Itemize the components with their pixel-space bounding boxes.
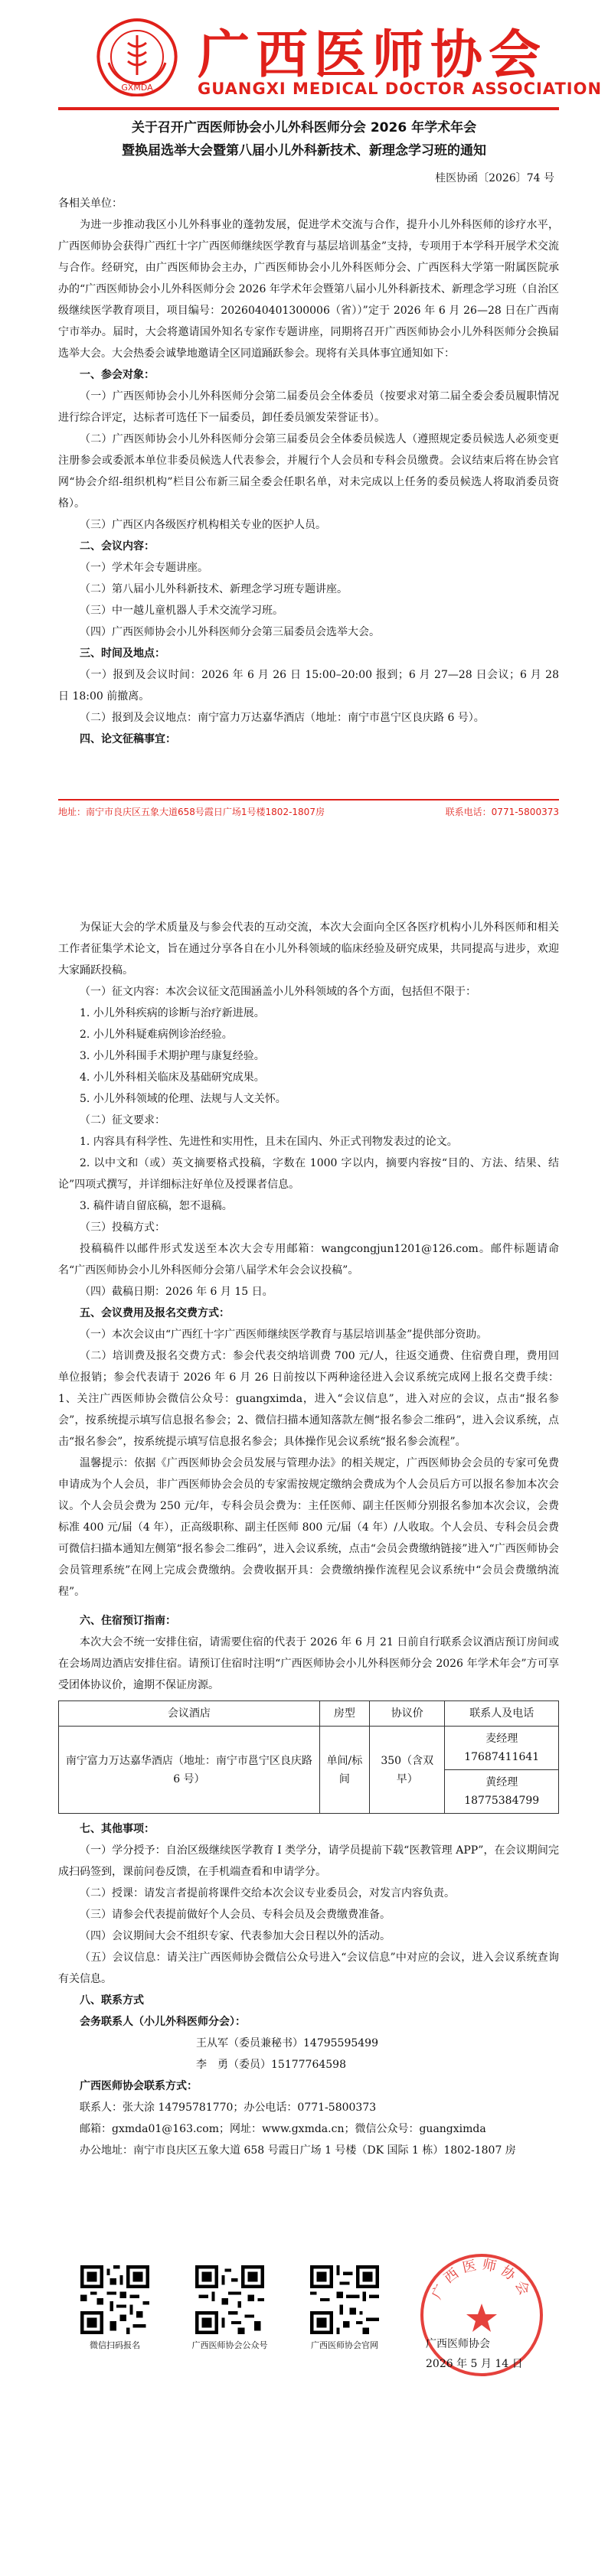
footer-phone: 联系电话：0771-5800373 xyxy=(445,807,559,817)
qr-code-row xyxy=(77,2256,551,2388)
section-1-item: （二）广西医师协会小儿外科医师分会第三届委员会全体委员候选人（遵照规定委员候选人必须变更注册参会或委派本单位非委员候选人代表参会，并履行个人会员和专科会员缴费。会议结束后将在协会官网“协会介绍-组织机构”栏目公布新三届全委会任职名单，对未完成以上任务的委员候选人将取消委员资格）。 xyxy=(58,433,559,510)
call-for-papers-intro: 为保证大会的学术质量及与参会代表的互动交流，本次大会面向全区各医疗机构小儿外科医师和相关工作者征集学术论文，旨在通过分享各自在小儿外科领域的临床经验及研究成果，共同提高与进步，欢迎大家踊跃投稿。 xyxy=(58,921,559,977)
qr-code-icon xyxy=(80,2265,149,2334)
section-7-title: 七、其他事项： xyxy=(80,1823,155,1835)
page-footer xyxy=(58,805,559,818)
association-contact-line: 邮箱：gxmda01@163.com；网址：www.gxmda.cn；微信公众号：guangximda xyxy=(80,2123,486,2135)
fee-item: （一）本次会议由“广西红十字广西医师继续医学教育与基层培训基金”提供部分资助。 xyxy=(80,1329,488,1341)
topic-item: 5. 小儿外科领域的伦理、法规与人文关怀。 xyxy=(80,1093,286,1105)
other-item: （五）会议信息：请关注广西医师协会微信公众号进入“会议信息”中对应的会议，进入会议系统查询有关信息。 xyxy=(58,1952,559,1985)
topic-item: 4. 小儿外科相关临床及基础研究成果。 xyxy=(80,1071,265,1084)
qr-code-icon xyxy=(195,2265,264,2334)
fee-item: （二）培训费及报名交费方式：参会代表交纳培训费 700 元/人，往返交通费、住宿费自理，费用回单位报销；参会代表请于 2026 年 6 月 26 日前按以下两种途径进入会议系统完成网上报名交费手续：1、关注广西医师协会微信公众号：guangximda，进入“会议信息”，进入对应的会议，点击“报名参会”，按系统提示填写信息报名参会；2、微信扫描本通知落款左侧“报名参会二维码”，进入会议系统，点击“报名参会”，按系统提示填写信息报名参会；具体操作见会议系统“报名参会流程”。 xyxy=(58,1350,559,1448)
header-rule xyxy=(58,107,559,110)
other-item: （三）请参会代表提前做好个人会员、专科会员及会费缴费准备。 xyxy=(80,1909,391,1921)
org-name: 广西医师协会 xyxy=(198,24,548,86)
association-contact-line: 办公地址：南宁市良庆区五象大道 658 号霞日广场 1 号楼（DK 国际 1 栋）1802-1807 房 xyxy=(80,2144,516,2157)
section-1-item: （三）广西区内各级医疗机构相关专业的医护人员。 xyxy=(80,519,326,531)
table-header-row xyxy=(59,1701,559,1727)
registration-qr[interactable] xyxy=(77,2265,153,2351)
submission-heading: （三）投稿方式： xyxy=(80,1221,165,1234)
page-1-body xyxy=(58,193,559,750)
table-header-cell: 房型 xyxy=(319,1701,369,1727)
accommodation-text: 本次大会不统一安排住宿，请需要住宿的代表于 2026 年 6 月 21 日前自行联系会议酒店预订房间或在会场周边酒店安排住宿。请预订住宿时注明“广西医师协会小儿外科医师分会 2026 年学术年会”方可享受团体协议价，逾期不保证房源。 xyxy=(58,1636,559,1691)
signature-org: 广西医师协会 xyxy=(426,2338,490,2350)
reminder-paragraph: 温馨提示：依据《广西医师协会会员发展与管理办法》的相关规定，广西医师协会会员的专家可免费申请成为个人会员，非广西医师协会会员的专家需按规定缴纳会费成为个人会员后方可以报名参加本次会议。个人会员会费为 250 元/年，专科会员会费为：主任医师、副主任医师分别报名参加本次会议，会费标准 400 元/届（4 年），正高级职称、副主任医师 800 元/届（4 年）/人收取。个人会员、专科会员会费可微信扫描本通知左侧第“报名参会二维码”，进入会议系统，点击“会员会费缴纳链接”进入“广西医师协会会员管理系统”在网上完成会费缴纳。会费收据开具：会费缴纳操作流程见会议系统中“会员会费缴纳流程”。 xyxy=(58,1457,559,1598)
association-logo xyxy=(92,17,182,96)
price-cell: 350（含双早） xyxy=(370,1727,445,1814)
table-header-cell: 会议酒店 xyxy=(59,1701,320,1727)
other-item: （四）会议期间大会不组织专家、代表参加大会日程以外的活动。 xyxy=(80,1930,391,1942)
contact-cell: 黄经理 18775384799 xyxy=(445,1770,559,1814)
page-2-body xyxy=(58,917,559,2161)
other-item: （二）授课：请发言者提前将课件交给本次会议专业委员会，对发言内容负责。 xyxy=(80,1887,455,1899)
association-contact-line: 联系人：张大涂 14795781770；办公电话：0771-5800373 xyxy=(80,2102,377,2114)
requirements-heading: （二）征文要求： xyxy=(80,1114,165,1127)
hotel-table xyxy=(58,1700,559,1814)
table-header-cell: 协议价 xyxy=(370,1701,445,1727)
section-3-item: （二）报到及会议地点：南宁富力万达嘉华酒店（地址：南宁市邕宁区良庆路 6 号）。 xyxy=(80,712,485,724)
signature-date: 2026 年 5 月 14 日 xyxy=(426,2358,523,2370)
hotel-name-cell: 南宁富力万达嘉华酒店（地址：南宁市邕宁区良庆路 6 号） xyxy=(59,1727,320,1814)
section-1-title: 一、参会对象： xyxy=(80,369,155,381)
contact-cell: 麦经理 17687411641 xyxy=(445,1727,559,1770)
document-title xyxy=(46,116,562,162)
requirement-item: 1. 内容具有科学性、先进性和实用性，且未在国内、外正式刊物发表过的论文。 xyxy=(80,1136,458,1148)
title-line-1: 关于召开广西医师协会小儿外科医师分会 2026 年学术年会 xyxy=(131,120,477,135)
contact-person: 王从军（委员兼秘书）14795595499 xyxy=(196,2037,378,2049)
section-1-item: （一）广西医师协会小儿外科医师分会第二届委员会全体委员（按要求对第二届全委会委员履职情况进行综合评定，达标者可选任下一届委员，卸任委员颁发荣誉证书）。 xyxy=(58,390,559,424)
requirement-item: 2. 以中文和（或）英文摘要格式投稿，字数在 1000 字以内，摘要内容按“目的、方法、结果、结论”四项式撰写，并详细标注好单位及授课者信息。 xyxy=(58,1157,559,1191)
section-3-item: （一）报到及会议时间：2026 年 6 月 26 日 15:00–20:00 报到；6 月 27—28 日会议；6 月 28 日 18:00 前撤离。 xyxy=(58,669,559,703)
section-5-title: 五、会议费用及报名交费方式： xyxy=(80,1307,230,1319)
logo-text: GXMDA xyxy=(121,83,153,93)
seal-text: 广西医师协会 xyxy=(428,2256,535,2302)
qr-caption: 广西医师协会公众号 xyxy=(191,2340,268,2350)
table-row xyxy=(59,1727,559,1770)
svg-text:广西医师协会 xyxy=(429,2257,534,2302)
greeting: 各相关单位： xyxy=(58,197,123,210)
topic-scope: （一）征文内容：本次会议征文范围涵盖小儿外科领域的各个方面，包括但不限于： xyxy=(80,986,476,998)
qr-caption: 微信扫码报名 xyxy=(90,2340,140,2350)
title-line-2: 暨换届选举大会暨第八届小儿外科新技术、新理念学习班的通知 xyxy=(122,143,486,158)
section-8-title: 八、联系方式 xyxy=(80,1994,144,2007)
deadline: （四）截稿日期：2026 年 6 月 15 日。 xyxy=(80,1286,273,1298)
section-2-title: 二、会议内容： xyxy=(80,540,155,553)
section-4-title: 四、论文征稿事宜： xyxy=(80,733,176,745)
section-6-title: 六、住宿预订指南： xyxy=(80,1615,176,1627)
section-2-item: （四）广西医师协会小儿外科医师分会第三届委员会选举大会。 xyxy=(80,626,380,638)
association-contact-title: 广西医师协会联系方式： xyxy=(80,2080,198,2092)
topic-item: 1. 小儿外科疾病的诊断与治疗新进展。 xyxy=(80,1007,265,1019)
document-number: 桂医协函〔2026〕74 号 xyxy=(435,172,554,184)
footer-address: 地址：南宁市良庆区五象大道658号霞日广场1号楼1802-1807房 xyxy=(58,807,325,817)
intro-paragraph: 为进一步推动我区小儿外科事业的蓬勃发展，促进学术交流与合作，提升小儿外科医师的诊疗水平，广西医师协会获得广西红十字广西医师继续医学教育与基层培训基金”支持，专项用于本学科开展学术交流与合作。经研究，由广西医师协会主办，广西医师协会小儿外科医师分会、广西医科大学第一附属医院承办的“广西医师协会小儿外科医师分会 2026 年学术年会暨第八届小儿外科新技术、新理念学习班（自治区级继续医学教育项目，项目编号：2026040401300006（省））”定于 2026 年 6 月 26—28 日在广西南宁市举办。届时，大会将邀请国外知名专家作专题讲座，同期将召开广西医师协会小儿外科医师分会换届选举大会。大会热委会诚挚地邀请全区同道踊跃参会。现将有关具体事宜通知如下： xyxy=(58,219,559,360)
contact-label: 会务联系人（小儿外科医师分会）： xyxy=(80,2016,246,2028)
section-3-title: 三、时间及地点： xyxy=(80,647,165,660)
wechat-account-qr[interactable] xyxy=(191,2265,268,2351)
qr-code-icon xyxy=(310,2265,379,2334)
topic-item: 3. 小儿外科围手术期护理与康复经验。 xyxy=(80,1050,265,1062)
section-2-item: （二）第八届小儿外科新技术、新理念学习班专题讲座。 xyxy=(80,583,348,595)
contact-person: 李 勇（委员）15177764598 xyxy=(196,2059,346,2071)
requirement-item: 3. 稿件请自留底稿，恕不退稿。 xyxy=(80,1200,233,1212)
other-item: （一）学分授予：自治区级继续医学教育 I 类学分，请学员提前下载“医教管理 APP”，在会议期间完成扫码签到，课前问卷反馈，在手机端查看和申请学分。 xyxy=(58,1844,559,1878)
topic-item: 2. 小儿外科疑难病例诊治经验。 xyxy=(80,1029,233,1041)
section-2-item: （三）中一越儿童机器人手术交流学习班。 xyxy=(80,605,283,617)
footer-rule xyxy=(58,799,559,801)
qr-caption: 广西医师协会官网 xyxy=(311,2340,378,2350)
section-2-item: （一）学术年会专题讲座。 xyxy=(80,562,208,574)
website-qr[interactable] xyxy=(306,2265,383,2351)
submission-text: 投稿稿件以邮件形式发送至本次大会专用邮箱：wangcongjun1201@126.com。邮件标题请命名“广西医师协会小儿外科医师分会第八届学术年会会议投稿”。 xyxy=(58,1243,559,1277)
page-1 xyxy=(0,0,608,895)
org-english-name: GUANGXI MEDICAL DOCTOR ASSOCIATION xyxy=(198,80,603,98)
table-header-cell: 联系人及电话 xyxy=(445,1701,559,1727)
room-type-cell: 单间/标间 xyxy=(319,1727,369,1814)
